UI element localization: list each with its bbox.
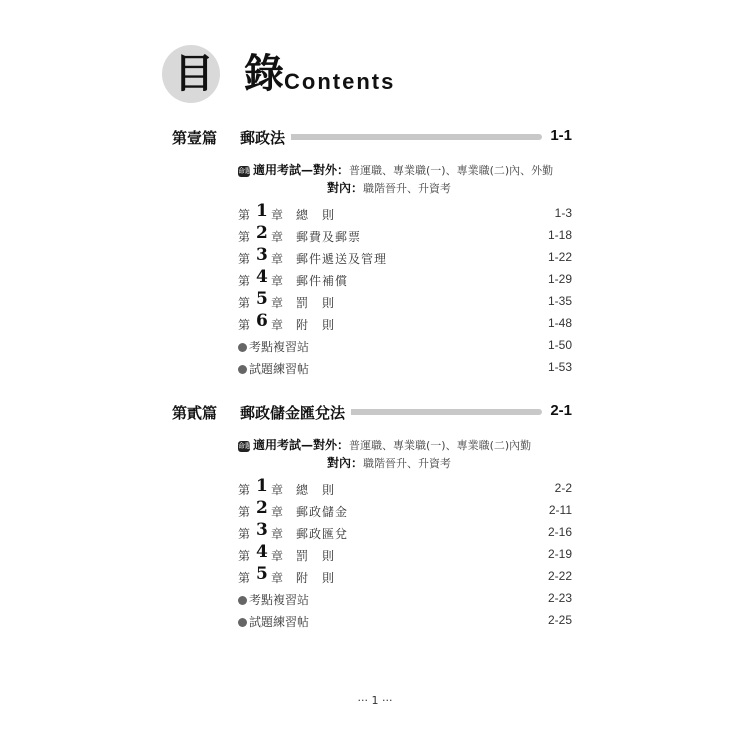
extra-title: 考點複習站 [249,593,310,607]
chapter-suffix: 章 [271,549,284,563]
part-title: 郵政法 [240,127,291,148]
chapter-row[interactable] [238,522,572,544]
chapter-row[interactable] [238,544,572,566]
extra-page: 2-25 [547,613,572,627]
chapter-title: 附 則 [296,318,336,332]
chapter-number: 6 [256,311,268,331]
chapter-number: 2 [256,498,268,518]
chapter-suffix: 章 [271,296,284,310]
chapter-number: 4 [256,542,268,562]
part-header[interactable] [172,127,572,151]
chapter-row[interactable] [238,291,572,313]
exam-badge-icon: 命題 [238,441,252,450]
chapter-page: 2-22 [547,569,572,583]
extra-item [238,613,309,630]
page-subtitle: Contents [284,69,396,94]
part-header-bar [282,134,542,140]
extra-row[interactable] [238,610,572,632]
part-header-bar [332,409,542,415]
chapter-number: 2 [256,223,268,243]
extra-row[interactable] [238,357,572,379]
chapter-suffix: 章 [271,252,284,266]
chapter-suffix: 章 [271,505,284,519]
extra-title: 試題練習帖 [249,362,310,376]
chapter-prefix: 第 [238,318,251,332]
part-2 [172,402,572,632]
extra-title: 考點複習站 [249,340,310,354]
bullet-icon [238,618,247,627]
chapter-title: 郵件補償 [296,274,349,288]
applicable-label-external: 適用考試—對外： [253,438,350,452]
chapter-prefix: 第 [238,296,251,310]
chapter-prefix: 第 [238,549,251,563]
applicable-label-external: 適用考試—對外： [253,163,350,177]
chapter-number: 1 [256,201,268,221]
applicable-label-internal: 對內： [327,181,364,195]
chapter-page: 1-29 [547,272,572,286]
chapter-number: 5 [256,289,268,309]
chapter-page: 1-3 [554,206,572,220]
chapter-prefix: 第 [238,252,251,266]
chapter-row[interactable] [238,269,572,291]
chapter-number: 1 [256,476,268,496]
page-number-footer: ··· 1 ··· [357,694,393,707]
part-title: 郵政儲金匯兌法 [240,402,351,423]
part-page-number: 1-1 [550,127,572,144]
applicable-detail-external: 普運職、專業職(一)、專業職(二)內勤 [349,439,532,452]
chapter-list [238,203,572,379]
chapter-page: 2-11 [548,503,572,517]
extra-item [238,360,309,377]
extra-item [238,591,309,608]
extra-page: 1-50 [547,338,572,352]
chapter-prefix: 第 [238,505,251,519]
chapter-suffix: 章 [271,483,284,497]
chapter-title: 罰 則 [296,296,336,310]
chapter-row[interactable] [238,566,572,588]
chapter-page: 2-16 [547,525,572,539]
chapter-prefix: 第 [238,527,251,541]
chapter-title: 郵件遞送及管理 [296,252,388,266]
part-label: 第壹篇 [172,129,218,147]
extra-page: 2-23 [547,591,572,605]
chapter-title: 罰 則 [296,549,336,563]
chapter-title: 郵政匯兌 [296,527,349,541]
chapter-row[interactable] [238,225,572,247]
applicable-detail-internal: 職階晉升、升資考 [363,182,452,195]
chapter-prefix: 第 [238,208,251,222]
exam-badge-icon: 命題 [238,166,252,175]
chapter-page: 1-18 [547,228,572,242]
applicable-label-internal: 對內： [327,456,364,470]
chapter-number: 5 [256,564,268,584]
chapter-prefix: 第 [238,274,251,288]
chapter-number: 4 [256,267,268,287]
chapter-suffix: 章 [271,318,284,332]
toc-heading [162,45,482,109]
chapter-page: 1-22 [547,250,572,264]
extra-title: 試題練習帖 [249,615,310,629]
applicable-exams [238,161,572,199]
chapter-title: 郵政儲金 [296,505,349,519]
chapter-suffix: 章 [271,571,284,585]
chapter-row[interactable] [238,478,572,500]
chapter-title: 總 則 [296,483,336,497]
extra-page: 1-53 [547,360,572,374]
chapter-row[interactable] [238,313,572,335]
chapter-suffix: 章 [271,527,284,541]
bullet-icon [238,596,247,605]
chapter-row[interactable] [238,203,572,225]
chapter-row[interactable] [238,247,572,269]
chapter-suffix: 章 [271,274,284,288]
chapter-number: 3 [256,245,268,265]
bullet-icon [238,365,247,374]
page-title: 目 錄 [174,51,292,97]
applicable-exams [238,436,572,474]
chapter-number: 3 [256,520,268,540]
chapter-page: 2-2 [554,481,572,495]
part-label: 第貳篇 [172,404,218,422]
chapter-page: 1-48 [547,316,572,330]
chapter-suffix: 章 [271,230,284,244]
chapter-title: 郵費及郵票 [296,230,362,244]
chapter-prefix: 第 [238,230,251,244]
chapter-suffix: 章 [271,208,284,222]
chapter-prefix: 第 [238,483,251,497]
part-header[interactable] [172,402,572,426]
applicable-detail-external: 普運職、專業職(一)、專業職(二)內、外勤 [349,164,554,177]
extra-row[interactable] [238,335,572,357]
bullet-icon [238,343,247,352]
applicable-detail-internal: 職階晉升、升資考 [363,457,452,470]
chapter-page: 1-35 [547,294,572,308]
chapter-prefix: 第 [238,571,251,585]
chapter-page: 2-19 [547,547,572,561]
part-page-number: 2-1 [550,402,572,419]
chapter-row[interactable] [238,500,572,522]
part-1 [172,127,572,379]
chapter-list [238,478,572,632]
extra-item [238,338,309,355]
extra-row[interactable] [238,588,572,610]
chapter-title: 總 則 [296,208,336,222]
chapter-title: 附 則 [296,571,336,585]
